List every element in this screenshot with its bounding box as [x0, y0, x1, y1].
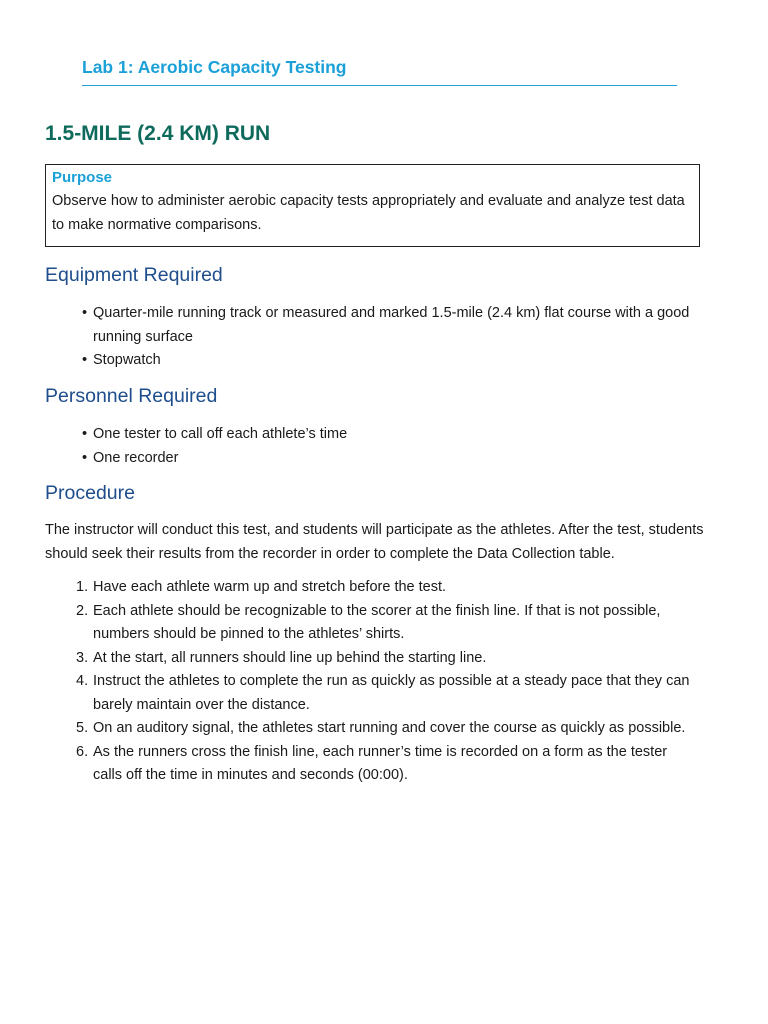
equipment-list — [82, 302, 692, 373]
list-item — [76, 600, 696, 647]
list-item — [82, 423, 692, 447]
step-text: Each athlete should be recognizable to the scorer at the finish line. If that is not possible, numbers should be pinned to the athletes’ shirts. — [93, 602, 661, 642]
purpose-label: Purpose — [52, 169, 113, 186]
bullet-icon: • — [82, 352, 88, 368]
list-item-text: Stopwatch — [93, 352, 161, 368]
step-text: On an auditory signal, the athletes start running and cover the course as quickly as possible. — [93, 720, 686, 736]
bullet-icon: • — [82, 305, 88, 321]
step-text: Have each athlete warm up and stretch before the test. — [93, 579, 447, 595]
procedure-heading: Procedure — [45, 482, 135, 504]
bullet-icon: • — [82, 449, 88, 466]
page-title: 1.5-MILE (2.4 KM) RUN — [45, 122, 271, 145]
purpose-text: Observe how to administer aerobic capacity tests appropriately and evaluate and analyze test data to make normative comparisons. — [52, 193, 685, 233]
list-item — [82, 447, 692, 471]
personnel-list — [82, 423, 692, 470]
personnel-heading: Personnel Required — [45, 385, 218, 407]
bullet-icon: • — [82, 426, 88, 442]
procedure-intro: The instructor will conduct this test, and students will participate as the athletes. After the test, students should seek their results from the recorder in order to complete the Data Collection table. — [45, 522, 704, 562]
step-number: 4. — [76, 673, 89, 689]
list-item-text: Quarter-mile running track or measured and marked 1.5-mile (2.4 km) flat course with a good running surface — [93, 305, 690, 345]
list-item — [76, 576, 696, 600]
step-text: As the runners cross the finish line, each runner’s time is recorded on a form as the tester calls off the time in minutes and seconds (00:00). — [93, 743, 668, 783]
list-item — [76, 741, 696, 788]
procedure-steps — [76, 576, 696, 788]
step-number: 6. — [76, 743, 89, 760]
list-item-text: One recorder — [93, 449, 179, 466]
list-item — [82, 349, 692, 373]
lab-title: Lab 1: Aerobic Capacity Testing — [82, 57, 347, 77]
list-item — [82, 302, 692, 349]
step-number: 1. — [76, 579, 89, 595]
step-text: At the start, all runners should line up behind the starting line. — [93, 649, 487, 666]
step-number: 3. — [76, 649, 89, 666]
list-item — [76, 717, 696, 741]
list-item-text: One tester to call off each athlete’s time — [93, 426, 348, 442]
lab-header — [82, 56, 677, 86]
step-number: 5. — [76, 720, 89, 736]
equipment-heading: Equipment Required — [45, 264, 223, 286]
step-number: 2. — [76, 602, 89, 619]
list-item — [76, 670, 696, 717]
step-text: Instruct the athletes to complete the run as quickly as possible at a steady pace that they can barely maintain over the distance. — [93, 673, 690, 713]
list-item — [76, 647, 696, 671]
purpose-box — [45, 164, 700, 247]
